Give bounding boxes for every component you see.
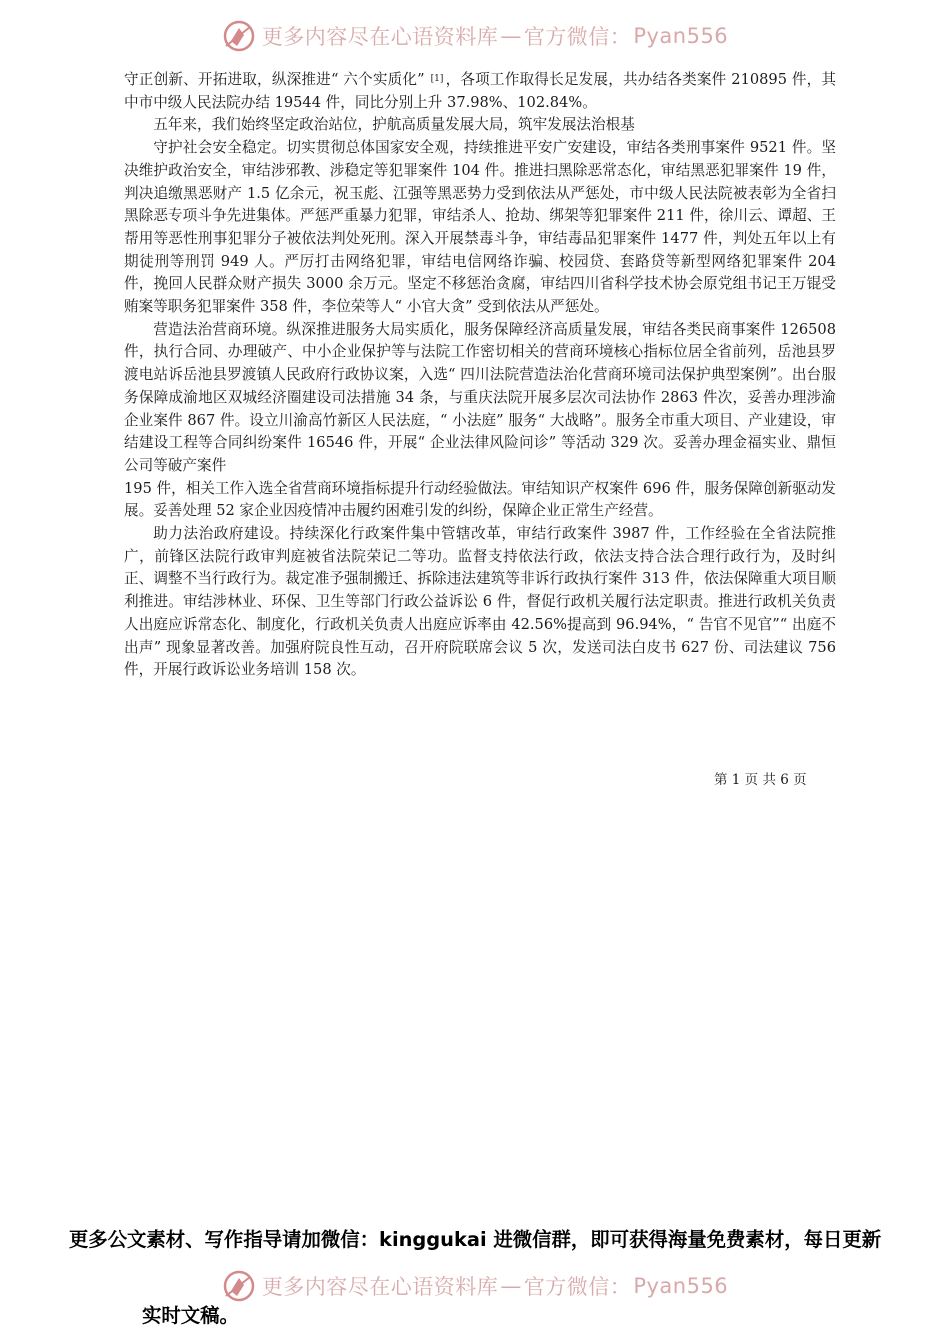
watermark-site-name: 更多内容尽在心语资料库 [261,1275,499,1299]
footnote-ref[interactable]: [1] [430,74,444,84]
paragraph-text: ，各项工作取得长足发展，共办结各类案件 210895 件，其中市中级人民法院办结 19544 件，同比分别上升 37.98%、102.84%。 [124,71,836,111]
watermark-wechat-id: Pyan556 [633,24,729,48]
watermark-separator: — [500,24,522,48]
paragraph-6: 助力法治政府建设。持续深化行政案件集中管辖改革，审结行政案件 3987 件，工作经验在全省法院推广，前锋区法院行政审判庭被省法院荣记二等功。监督支持依法行政，依法支持合法合理行政行为，及时纠正、调整不当行政行为。裁定准予强制搬迁、拆除违法建筑等非诉行政执行案件 313 件，依法保障重大项目顺利推进。审结涉林业、环保、卫生等部门行政公益诉讼 6 件，督促行政机关履行法定职责。推进行政机关负责人出庭应诉常态化、制度化，行政机关负责人出庭应诉率由 42.56%提高到 96.94%，“ 告官不见官”“ 出庭不出声” 现象显著改善。加强府院良性互动，召开府院联席会议 5 次，发送司法白皮书 627 份、司法建议 756 件，开展行政诉讼业务培训 158 次。 [124,525,836,679]
promo-line-2: 实时文稿。 [142,1304,239,1327]
watermark-wechat-id: Pyan556 [633,1274,729,1298]
page-number: 第 1 页 共 6 页 [714,772,807,788]
brand-logo-icon [222,19,256,53]
watermark-site-name: 更多内容尽在心语资料库 [261,25,499,49]
paragraph-3: 守护社会安全稳定。切实贯彻总体国家安全观，持续推进平安广安建设，审结各类刑事案件 9521 件。坚决维护政治安全，审结涉邪教、涉稳定等犯罪案件 104 件。推进扫黑除恶常态化，审结黑恶犯罪案件 19 件，判决追缴黑恶财产 1.5 亿余元，祝玉彪、江强等黑恶势力受到依法从严惩处，市中级人民法院被表彰为全省扫黑除恶专项斗争先进集体。严惩严重暴力犯罪，审结杀人、抢劫、绑架等犯罪案件 211 件，徐川云、谭超、王帮用等恶性刑事犯罪分子被依法判处死刑。深入开展禁毒斗争，审结毒品犯罪案件 1477 件，判处五年以上有期徒刑等刑罚 949 人。严厉打击网络犯罪，审结电信网络诈骗、校园贷、套路贷等新型网络犯罪案件 204 件，挽回人民群众财产损失 3000 余万元。坚定不移惩治贪腐，审结四川省科学技术协会原党组书记王万锟受贿案等职务犯罪案件 358 件，李位荣等人“ 小官大贪” 受到依法从严惩处。 [124,139,836,316]
promo-line-1: 更多公文素材、写作指导请加微信：kinggukai 进微信群，即可获得海量免费素材，每日更新 [68,1228,882,1251]
watermark-wechat-label: 官方微信： [523,1275,632,1299]
brand-logo-icon [222,1269,256,1303]
header-watermark [0,16,950,56]
paragraph-4: 营造法治营商环境。纵深推进服务大局实质化，服务保障经济高质量发展，审结各类民商事案件 126508 件，执行合同、办理破产、中小企业保护等与法院工作密切相关的营商环境核心指标位居全省前列，岳池县罗渡电站诉岳池县罗渡镇人民政府行政协议案，入选“ 四川法院营造法治化营商环境司法保护典型案例”。出台服务保障成渝地区双城经济圈建设司法措施 34 条，与重庆法院开展多层次司法协作 2863 件次，妥善办理涉渝企业案件 867 件。设立川渝高竹新区人民法庭，“ 小法庭” 服务“ 大战略”。服务全市重大项目、产业建设，审结建设工程等合同纠纷案件 16546 件，开展“ 企业法律风险问诊” 等活动 329 次。妥善办理金福实业、鼎恒公司等破产案件 [124,320,836,474]
paragraph-1 [124,68,836,114]
watermark-wechat-label: 官方微信： [523,25,632,49]
paragraph-text: 守正创新、开拓进取，纵深推进“ 六个实质化” [124,71,425,88]
document-body [124,68,836,682]
paragraph-5: 195 件，相关工作入选全省营商环境指标提升行动经验做法。审结知识产权案件 696 件，服务保障创新驱动发展。妥善处理 52 家企业因疫情冲击履约困难引发的纠纷，保障企业正常生产经营。 [124,479,836,520]
paragraph-2: 五年来，我们始终坚定政治站位，护航高质量发展大局，筑牢发展法治根基 [153,116,635,134]
watermark-separator: — [500,1274,522,1298]
